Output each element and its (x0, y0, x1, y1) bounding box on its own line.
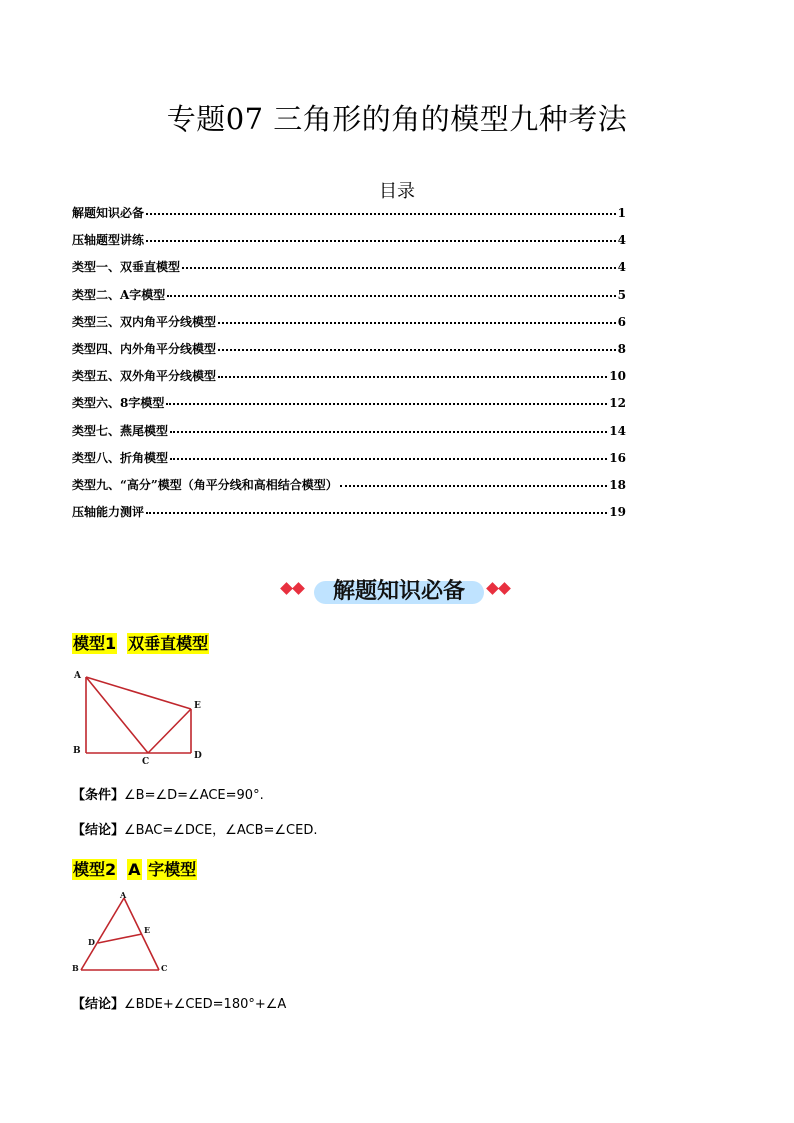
toc-entry-label: 类型五、双外角平分线模型 (72, 369, 217, 384)
toc-leader-dots (146, 512, 607, 514)
toc-entry[interactable] (72, 340, 626, 367)
toc-entry-label: 类型三、双内角平分线模型 (72, 314, 217, 329)
section-banner-title: 解题知识必备 (332, 579, 465, 604)
model1-label-b: B (73, 746, 81, 756)
model2-label-a: A (120, 890, 127, 900)
model2-name-letter: A (128, 860, 141, 879)
toc-entry[interactable] (72, 286, 626, 313)
model1-label-a: A (74, 671, 81, 681)
toc-leader-dots (340, 485, 607, 487)
toc-entry[interactable] (72, 503, 626, 530)
toc-leader-dots (170, 458, 607, 460)
toc-entry-page: 10 (609, 369, 626, 384)
model2-name: 字模型 (148, 860, 197, 879)
toc-entry[interactable] (72, 476, 626, 503)
toc-entry-page: 1 (617, 206, 626, 220)
toc-leader-dots (218, 349, 616, 351)
toc-entry-page: 4 (617, 233, 626, 248)
conclusion-tag: 【结论】 (72, 997, 125, 1012)
segment-ab (81, 898, 124, 970)
toc-entry-page: 16 (609, 450, 626, 465)
segment-ae (86, 677, 191, 709)
condition-tag: 【条件】 (72, 788, 125, 803)
toc-entry-page: 8 (617, 341, 626, 356)
toc-entry-page: 4 (617, 260, 626, 275)
model1-label-d: D (194, 751, 202, 761)
toc-leader-dots (218, 322, 616, 324)
toc-entry[interactable] (72, 258, 626, 285)
toc-entry-page: 18 (609, 477, 626, 492)
segment-ce (148, 709, 191, 753)
model1-condition (72, 784, 264, 803)
toc-entry[interactable] (72, 422, 626, 449)
model1-number: 模型1 (73, 634, 117, 653)
toc-entry-label: 类型八、折角模型 (72, 450, 169, 465)
toc-title: 目录 (379, 181, 415, 202)
toc-entry-page: 14 (609, 423, 626, 438)
toc-entry[interactable] (72, 449, 626, 476)
toc-entry-label: 类型六、8字模型 (72, 396, 165, 411)
toc-entry-label: 压轴能力测评 (72, 505, 145, 520)
toc-leader-dots (146, 213, 616, 215)
toc-entry[interactable] (72, 313, 626, 340)
model2-heading (72, 857, 197, 880)
toc-entry-label: 压轴题型讲练 (72, 233, 145, 248)
toc-entry-label: 类型四、内外角平分线模型 (72, 341, 217, 356)
toc-entry-page: 12 (609, 396, 626, 411)
conclusion-text: ∠BDE+∠CED=180°+∠A (124, 997, 287, 1012)
segment-ac (86, 677, 148, 753)
toc-entry-label: 类型二、A字模型 (72, 287, 166, 302)
model2-number: 模型2 (73, 860, 117, 879)
toc-entry-label: 类型一、双垂直模型 (72, 260, 181, 275)
toc-entry-label: 类型七、燕尾模型 (72, 423, 169, 438)
model2-figure (70, 890, 180, 980)
toc-leader-dots (146, 240, 616, 242)
toc-leader-dots (218, 376, 607, 378)
toc-leader-dots (170, 431, 607, 433)
model2-conclusion (72, 993, 286, 1012)
section-banner (280, 574, 520, 608)
toc-entry[interactable] (72, 367, 626, 394)
model1-conclusion (72, 819, 317, 838)
toc-entry-page: 5 (617, 287, 626, 302)
model1-heading (72, 631, 209, 654)
model1-label-e: E (194, 701, 201, 711)
toc-entry[interactable] (72, 204, 626, 231)
segment-de (98, 934, 142, 943)
toc-entry[interactable] (72, 231, 626, 258)
model1-figure (70, 668, 210, 768)
toc-entry-page: 19 (609, 505, 626, 520)
model2-label-d: D (88, 937, 95, 947)
conclusion-text: ∠BAC=∠DCE，∠ACB=∠CED. (124, 823, 318, 838)
model2-label-c: C (161, 963, 168, 973)
toc-entry-page: 6 (617, 314, 626, 329)
toc-leader-dots (166, 403, 607, 405)
toc-entry-label: 解题知识必备 (72, 206, 145, 220)
condition-text: ∠B=∠D=∠ACE=90°. (124, 788, 264, 803)
toc-leader-dots (167, 295, 615, 297)
table-of-contents (72, 204, 626, 530)
toc-entry[interactable] (72, 394, 626, 421)
model1-name: 双垂直模型 (128, 634, 209, 653)
model2-label-e: E (144, 925, 151, 935)
page-title: 专题07 三角形的角的模型九种考法 (166, 102, 628, 136)
model2-label-b: B (72, 963, 79, 973)
toc-entry-label: 类型九、“高分”模型（角平分线和高相结合模型） (72, 477, 338, 492)
diamond-right-icon (486, 582, 516, 596)
model1-label-c: C (142, 757, 150, 767)
diamond-left-icon (280, 582, 310, 596)
toc-leader-dots (182, 267, 616, 269)
conclusion-tag: 【结论】 (72, 823, 125, 838)
